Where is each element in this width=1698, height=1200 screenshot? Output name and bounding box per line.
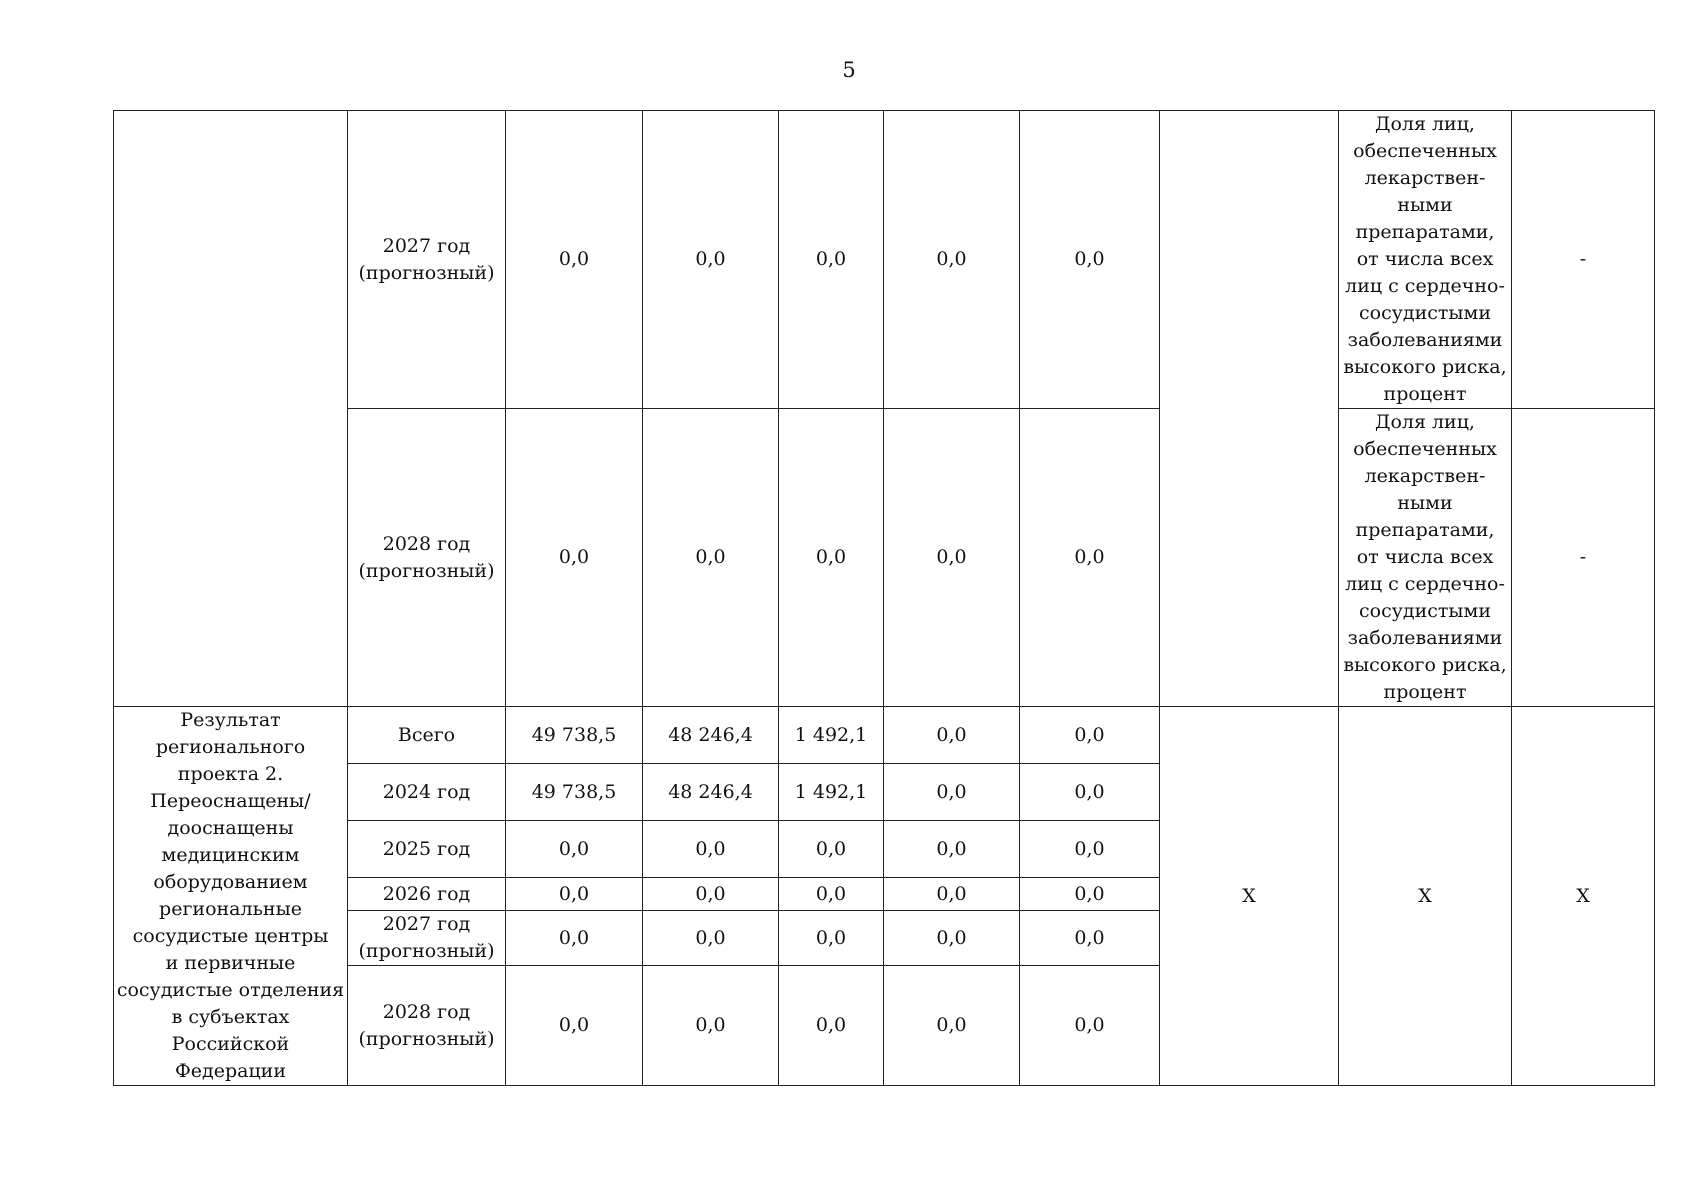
result-title-line: региональные xyxy=(159,898,302,920)
result-title-line: дооснащены xyxy=(167,817,294,839)
indicator-cell xyxy=(1339,111,1512,409)
indicator-value-cell: - xyxy=(1512,111,1655,409)
result-title-line: Результат xyxy=(180,709,281,731)
table-row xyxy=(114,707,1655,764)
value-cell: 1 492,1 xyxy=(779,764,884,821)
value-cell: 0,0 xyxy=(643,821,779,878)
value-cell: 0,0 xyxy=(643,878,779,911)
value-cell: 0,0 xyxy=(1020,707,1160,764)
value-cell: 0,0 xyxy=(1020,111,1160,409)
value-cell: 0,0 xyxy=(643,111,779,409)
page-number: 5 xyxy=(842,58,856,82)
value-cell: 0,0 xyxy=(643,911,779,966)
indicator-line: ными xyxy=(1397,194,1453,216)
year-cell: 2027 год (прогнозный) xyxy=(348,911,506,966)
value-cell: 1 492,1 xyxy=(779,707,884,764)
indicator-line: высокого риска, xyxy=(1343,356,1507,378)
result-title-line: Переоснащены/ xyxy=(150,790,311,812)
indicator-cell xyxy=(1339,409,1512,707)
empty-title-cell xyxy=(114,111,348,707)
indicator-line: обеспеченных xyxy=(1353,438,1497,460)
value-cell: 0,0 xyxy=(884,764,1020,821)
indicator-line: Доля лиц, xyxy=(1375,411,1475,433)
year-cell: 2028 год (прогнозный) xyxy=(348,409,506,707)
indicator-line: заболеваниями xyxy=(1347,627,1503,649)
indicator-line: процент xyxy=(1383,383,1467,405)
value-cell: 0,0 xyxy=(779,409,884,707)
value-cell: 48 246,4 xyxy=(643,707,779,764)
value-cell: 0,0 xyxy=(1020,764,1160,821)
indicator-line: от числа всех xyxy=(1356,546,1494,568)
value-cell: 0,0 xyxy=(884,409,1020,707)
value-cell: 0,0 xyxy=(884,878,1020,911)
result-title-line: Федерации xyxy=(175,1060,286,1082)
table-row xyxy=(114,111,1655,409)
value-cell: 0,0 xyxy=(779,966,884,1086)
indicator-line: высокого риска, xyxy=(1343,654,1507,676)
value-cell: 0,0 xyxy=(884,911,1020,966)
value-cell: 0,0 xyxy=(779,111,884,409)
indicator-line: обеспеченных xyxy=(1353,140,1497,162)
result-title-line: регионального xyxy=(155,736,306,758)
indicator-line: Доля лиц, xyxy=(1375,113,1475,135)
value-cell: 49 738,5 xyxy=(506,764,643,821)
result-title-line: сосудистые центры xyxy=(132,925,329,947)
value-cell: 0,0 xyxy=(779,878,884,911)
result-title-line: сосудистые отделения xyxy=(116,979,345,1001)
year-cell: 2024 год xyxy=(348,764,506,821)
indicator-line: лиц с сердечно- xyxy=(1345,275,1505,297)
value-cell: 0,0 xyxy=(884,707,1020,764)
result-title-line: проекта 2. xyxy=(177,763,284,785)
value-cell: 0,0 xyxy=(1020,966,1160,1086)
year-cell: 2028 год (прогнозный) xyxy=(348,966,506,1086)
year-cell: 2027 год (прогнозный) xyxy=(348,111,506,409)
empty-cell xyxy=(1160,111,1339,707)
indicator-line: сосудистыми xyxy=(1359,302,1491,324)
indicator-line: заболеваниями xyxy=(1347,329,1503,351)
indicator-line: сосудистыми xyxy=(1359,600,1491,622)
value-cell: 48 246,4 xyxy=(643,764,779,821)
value-cell: 0,0 xyxy=(506,911,643,966)
indicator-line: препаратами, xyxy=(1355,221,1495,243)
year-cell: Всего xyxy=(348,707,506,764)
value-cell: 0,0 xyxy=(506,966,643,1086)
x-mark-cell: X xyxy=(1339,707,1512,1086)
x-mark-cell: X xyxy=(1160,707,1339,1086)
indicator-line: лекарствен- xyxy=(1364,167,1486,189)
indicator-value-cell: - xyxy=(1512,409,1655,707)
document-table xyxy=(113,110,1655,1086)
value-cell: 0,0 xyxy=(779,911,884,966)
value-cell: 0,0 xyxy=(506,878,643,911)
value-cell: 0,0 xyxy=(506,821,643,878)
result-title-line: и первичные xyxy=(165,952,296,974)
indicator-line: лекарствен- xyxy=(1364,465,1486,487)
value-cell: 0,0 xyxy=(506,111,643,409)
value-cell: 0,0 xyxy=(1020,821,1160,878)
value-cell: 0,0 xyxy=(884,966,1020,1086)
value-cell: 49 738,5 xyxy=(506,707,643,764)
result-title-line: оборудованием xyxy=(153,871,308,893)
x-mark-cell: X xyxy=(1512,707,1655,1086)
result-title-line: в субъектах xyxy=(171,1006,290,1028)
indicator-line: процент xyxy=(1383,681,1467,703)
result-title-line: Российской xyxy=(171,1033,290,1055)
value-cell: 0,0 xyxy=(779,821,884,878)
indicator-line: ными xyxy=(1397,492,1453,514)
value-cell: 0,0 xyxy=(884,821,1020,878)
indicator-line: препаратами, xyxy=(1355,519,1495,541)
result-title-cell xyxy=(114,707,348,1086)
value-cell: 0,0 xyxy=(1020,409,1160,707)
value-cell: 0,0 xyxy=(506,409,643,707)
value-cell: 0,0 xyxy=(643,409,779,707)
result-title-line: медицинским xyxy=(161,844,300,866)
value-cell: 0,0 xyxy=(643,966,779,1086)
year-cell: 2025 год xyxy=(348,821,506,878)
value-cell: 0,0 xyxy=(884,111,1020,409)
value-cell: 0,0 xyxy=(1020,878,1160,911)
indicator-line: от числа всех xyxy=(1356,248,1494,270)
indicator-line: лиц с сердечно- xyxy=(1345,573,1505,595)
value-cell: 0,0 xyxy=(1020,911,1160,966)
year-cell: 2026 год xyxy=(348,878,506,911)
